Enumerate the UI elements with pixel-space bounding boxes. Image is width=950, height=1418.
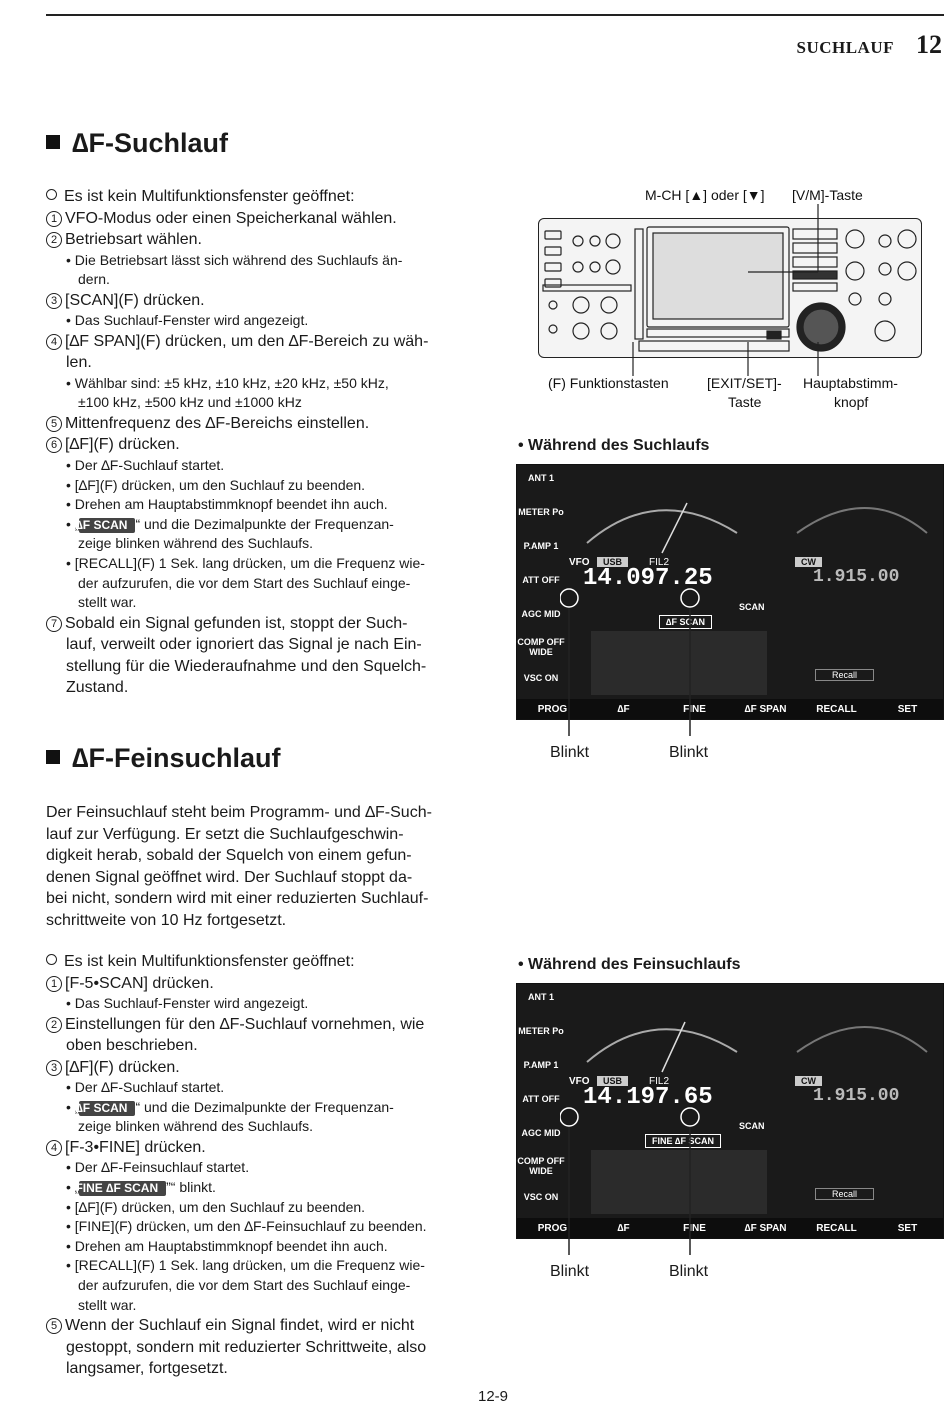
vfo-label: VFO [569,1076,590,1087]
side-key-label: COMP OFF WIDE [517,1156,565,1176]
step-text: [F-5•SCAN] drücken. [65,974,214,992]
step-2-note-cont [46,270,472,290]
step-text: [SCAN](F) drücken. [65,291,205,309]
fkey-df[interactable]: ∆F [617,703,630,715]
fkey-df[interactable]: ∆F [617,1222,630,1234]
circle-bullet-icon [46,189,57,200]
header-rule [46,14,944,16]
step-text: VFO-Modus oder einen Speicherkanal wählen. [65,209,397,227]
step-text: len. [66,354,92,372]
side-key-att[interactable] [517,1094,565,1104]
step-5-cont2 [46,1358,472,1380]
heading-df-feinsuchlauf [46,743,281,774]
step-4 [46,331,472,353]
step-text: Einstellungen für den ∆F-Suchlauf vornehmen, wie [65,1015,425,1033]
step-text: [∆F SPAN](F) drücken, um den ∆F-Bereich zu wäh- [65,332,429,350]
intro-line: denen Signal geöffnet wird. Der Suchlauf stoppt da- [46,868,413,886]
note-text: ”“ blinkt. [166,1178,216,1195]
label-haupt: Hauptabstimm- [803,375,898,391]
side-key-label: COMP OFF WIDE [517,637,565,657]
note-text: • Drehen am Hauptabstimmknopf beendet ihn auch. [66,1237,388,1254]
note-text: • Wählbar sind: ±5 kHz, ±10 kHz, ±20 kHz, ±50 kHz, [66,374,389,391]
note-text: • „ [66,515,80,532]
note-text: • Der ∆F-Suchlauf startet. [66,1079,225,1096]
step-6-note-3 [46,495,472,515]
section2-steps [46,951,472,1380]
step-5 [46,1315,472,1337]
meter-arcs [567,992,939,1082]
blink-label-2: Blinkt [669,744,709,761]
side-key-comp[interactable] [517,637,565,657]
filter-label: FIL2 [649,557,670,568]
filter-label: FIL2 [649,1076,670,1087]
step-text: Mittenfrequenz des ∆F-Bereichs einstellen. [65,414,370,432]
step-4-note-6 [46,1256,472,1276]
note-text: dern. [78,271,110,288]
step-4-note [46,374,472,394]
blink-label-1: Blinkt [550,744,590,761]
note-text: stellt war. [78,594,137,611]
label-exit-cont: Taste [728,394,762,410]
fkey-set[interactable]: SET [897,703,918,715]
note-text: • [RECALL](F) 1 Sek. lang drücken, um die Frequenz wie- [66,554,425,571]
side-key-label: ANT 1 [527,992,554,1002]
step-number-icon: 1 [46,211,62,227]
step-4-note-6-cont [46,1276,472,1296]
step-1-note [46,994,472,1014]
step-text: langsamer, fortgesetzt. [66,1360,228,1378]
caption-suchlauf: • Während des Suchlaufs [518,437,710,454]
side-key-vsc[interactable] [517,673,565,683]
note-text: “ und die Dezimalpunkte der Frequenzan- [135,515,394,532]
note-text: der aufzurufen, die vor dem Start des Suchlauf einge- [78,1276,411,1293]
blink-label-2: Blinkt [669,1263,709,1280]
step-6-note-4 [46,515,472,535]
intro-line: digkeit herab, sobald der Squelch von einem gefun- [46,847,412,864]
caption-feinsuchlauf: • Während des Feinsuchlaufs [518,956,741,973]
side-key-label: VSC ON [523,1192,559,1202]
section-title: SUCHLAUF [796,38,894,57]
mode-cw: CW [795,1076,822,1086]
note-text: • [RECALL](F) 1 Sek. lang drücken, um die Frequenz wie- [66,1257,425,1274]
step-7-cont3 [46,677,472,699]
note-text: • [∆F](F) drücken, um den Suchlauf zu beenden. [66,476,366,493]
step-3 [46,1057,472,1079]
step-number-icon: 3 [46,1060,62,1076]
step-4-note-2 [46,1178,472,1198]
sub-frequency: 1.915.00 [813,1086,900,1106]
step-text: Zustand. [66,679,129,697]
fkey-prog[interactable]: PROG [537,1222,568,1234]
note-text: • Die Betriebsart lässt sich während des Suchlaufs än- [66,251,403,268]
step-text: stellung für die Wiederaufnahme und den Squelch- [66,657,427,675]
side-key-label: ANT 1 [527,473,554,483]
step-text: [∆F](F) drücken. [65,436,180,454]
side-key-label: METER Po [518,1026,564,1036]
note-text: zeige blinken während des Suchlaufs. [78,1118,314,1135]
step-text: gestoppt, sondern mit reduzierter Schrittweite, also [66,1338,427,1356]
square-bullet-icon [46,750,60,764]
heading-df-suchlauf [46,128,228,159]
side-key-ant[interactable] [517,473,565,483]
fkey-fine[interactable]: FINE [683,1222,706,1234]
heading-text: ∆F-Suchlauf [72,128,229,158]
mode-usb: USB [597,1076,628,1086]
intro-line: schrittweite von 10 Hz fortgesetzt. [46,911,287,929]
df-scan-badge: ∆F SCAN [79,518,135,533]
intro-line: bei nicht, sondern wird mit einer reduzierten Suchlauf- [46,890,429,907]
step-4 [46,1137,472,1159]
step-6-note-5 [46,554,472,574]
step-4-note-1 [46,1158,472,1178]
intro-line: lauf zur Verfügung. Er setzt die Suchlaufgeschwin- [46,825,404,843]
side-key-label: ATT OFF [522,575,560,585]
note-text: • [FINE](F) drücken, um den ∆F-Feinsuchlauf zu beenden. [66,1218,427,1235]
fkey-df-span[interactable]: ∆F SPAN [744,703,787,715]
step-4-cont [46,352,472,374]
note-text: stellt war. [78,1296,137,1313]
side-key-pamp[interactable] [517,1060,565,1070]
step-5 [46,413,472,435]
step-6 [46,434,472,456]
step-4-note-6-cont2 [46,1296,472,1316]
fkey-recall[interactable]: RECALL [816,1222,857,1234]
intro-line: Der Feinsuchlauf steht beim Programm- und ∆F-Such- [46,804,432,821]
label-mch: M-CH [▲] oder [▼] [645,187,765,203]
sub-frequency: 1.915.00 [813,567,900,587]
mode-cw: CW [795,557,822,567]
recall-box: Recall [815,1188,874,1200]
step-6-note-4-cont [46,534,472,554]
fkey-prog[interactable]: PROG [537,703,568,715]
side-key-label: ATT OFF [522,1094,560,1104]
note-text: • Das Suchlauf-Fenster wird angezeigt. [66,312,309,329]
condition-text: Es ist kein Multifunktionsfenster geöffnet: [64,188,355,205]
note-text: • Der ∆F-Feinsuchlauf startet. [66,1159,250,1176]
step-2-note [46,251,472,271]
label-exit: [EXIT/SET]- [707,375,782,391]
step-7 [46,613,472,635]
note-text: ±100 kHz, ±500 kHz und ±1000 kHz [78,394,302,411]
scan-indicator: ∆F SCAN [659,615,712,629]
side-key-label: P.AMP 1 [523,1060,559,1070]
side-key-pamp[interactable] [517,541,565,551]
step-7-cont2 [46,656,472,678]
blink-label-1: Blinkt [550,1263,590,1280]
side-key-ant[interactable] [517,992,565,1002]
note-text: • Drehen am Hauptabstimmknopf beendet ihn auch. [66,496,388,513]
heading-text: ∆F-Feinsuchlauf [72,743,281,773]
callout-lines [538,200,920,380]
mode-usb: USB [597,557,628,567]
scan-indicator: FINE ∆F SCAN [645,1134,721,1148]
step-4-note-4 [46,1217,472,1237]
step-number-icon: 2 [46,232,62,248]
main-frequency: 14.197.65 [583,1084,713,1111]
step-4-note-3 [46,1198,472,1218]
step-text: Sobald ein Signal gefunden ist, stoppt der Such- [65,614,408,632]
step-text: [F-3•FINE] drücken. [65,1138,206,1156]
step-3-note-2 [46,1098,472,1118]
step-text: Wenn der Suchlauf ein Signal findet, wird er nicht [65,1317,415,1335]
step-number-icon: 7 [46,616,62,632]
step-2 [46,1014,472,1036]
step-number-icon: 5 [46,416,62,432]
side-key-label: VSC ON [523,673,559,683]
condition-text: Es ist kein Multifunktionsfenster geöffnet: [64,953,355,970]
scan-title: SCAN [739,1121,765,1131]
side-key-label: AGC MID [521,1128,561,1138]
step-text: [∆F](F) drücken. [65,1058,180,1076]
square-bullet-icon [46,135,60,149]
step-2 [46,229,472,251]
step-4-note-cont [46,393,472,413]
step-text: lauf, verweilt oder ignoriert das Signal je nach Ein- [66,636,422,654]
step-3-note-2-cont [46,1117,472,1137]
side-key-agc[interactable] [517,609,565,619]
condition-line [46,186,472,208]
step-text: oben beschrieben. [66,1037,198,1055]
fine-df-scan-badge: FINE ∆F SCAN [79,1181,166,1196]
fkey-recall[interactable]: RECALL [816,703,857,715]
note-text: • [∆F](F) drücken, um den Suchlauf zu beenden. [66,1198,366,1215]
page-number: 12-9 [478,1388,509,1405]
main-frequency: 14.097.25 [583,565,713,592]
side-key-label: AGC MID [521,609,561,619]
recall-box: Recall [815,669,874,681]
step-6-note-5-cont [46,574,472,594]
step-3-note [46,311,472,331]
side-key-label: P.AMP 1 [523,541,559,551]
fkey-fine[interactable]: FINE [683,703,706,715]
step-3 [46,290,472,312]
meter-arcs [567,473,939,563]
step-5-cont [46,1337,472,1359]
note-text: “ und die Dezimalpunkte der Frequenzan- [135,1098,394,1115]
step-6-note-1 [46,456,472,476]
note-text: • „ [66,1098,80,1115]
blink-callout-lines-2 [560,1105,710,1261]
step-number-icon: 5 [46,1318,62,1334]
step-number-icon: 4 [46,1140,62,1156]
step-number-icon: 4 [46,334,62,350]
note-text: • Das Suchlauf-Fenster wird angezeigt. [66,995,309,1011]
step-1 [46,208,472,230]
step-3-note-1 [46,1078,472,1098]
step-6-note-5-cont2 [46,593,472,613]
label-haupt-cont: knopf [834,394,869,410]
section2-intro [46,802,472,931]
step-6-note-2 [46,476,472,496]
side-key-label: METER Po [518,507,564,517]
fkey-set[interactable]: SET [897,1222,918,1234]
section1-steps [46,186,472,699]
chapter-number: 12 [916,30,942,59]
side-key-comp[interactable] [517,1156,565,1176]
step-number-icon: 6 [46,437,62,453]
step-7-cont [46,634,472,656]
label-ftasten: (F) Funktionstasten [548,375,669,391]
step-number-icon: 1 [46,976,62,992]
df-scan-badge: ∆F SCAN [79,1101,135,1116]
side-key-agc[interactable] [517,1128,565,1138]
side-key-vsc[interactable] [517,1192,565,1202]
scan-title: SCAN [739,602,765,612]
note-text: • Der ∆F-Suchlauf startet. [66,456,225,473]
circle-bullet-icon [46,954,57,965]
label-vm: [V/M]-Taste [792,187,863,203]
step-number-icon: 2 [46,1017,62,1033]
condition-line [46,951,472,973]
note-text: • „ [66,1178,80,1195]
side-key-att[interactable] [517,575,565,585]
step-1 [46,973,472,995]
vfo-label: VFO [569,557,590,568]
step-2-cont [46,1035,472,1057]
step-4-note-5 [46,1237,472,1257]
step-text: Betriebsart wählen. [65,231,202,248]
side-key-meter[interactable] [517,507,565,517]
note-text: der aufzurufen, die vor dem Start des Suchlauf einge- [78,574,411,591]
side-key-meter[interactable] [517,1026,565,1036]
fkey-df-span[interactable]: ∆F SPAN [744,1222,787,1234]
step-number-icon: 3 [46,293,62,309]
note-text: zeige blinken während des Suchlaufs. [78,535,314,552]
blink-callout-lines-1 [560,586,710,742]
